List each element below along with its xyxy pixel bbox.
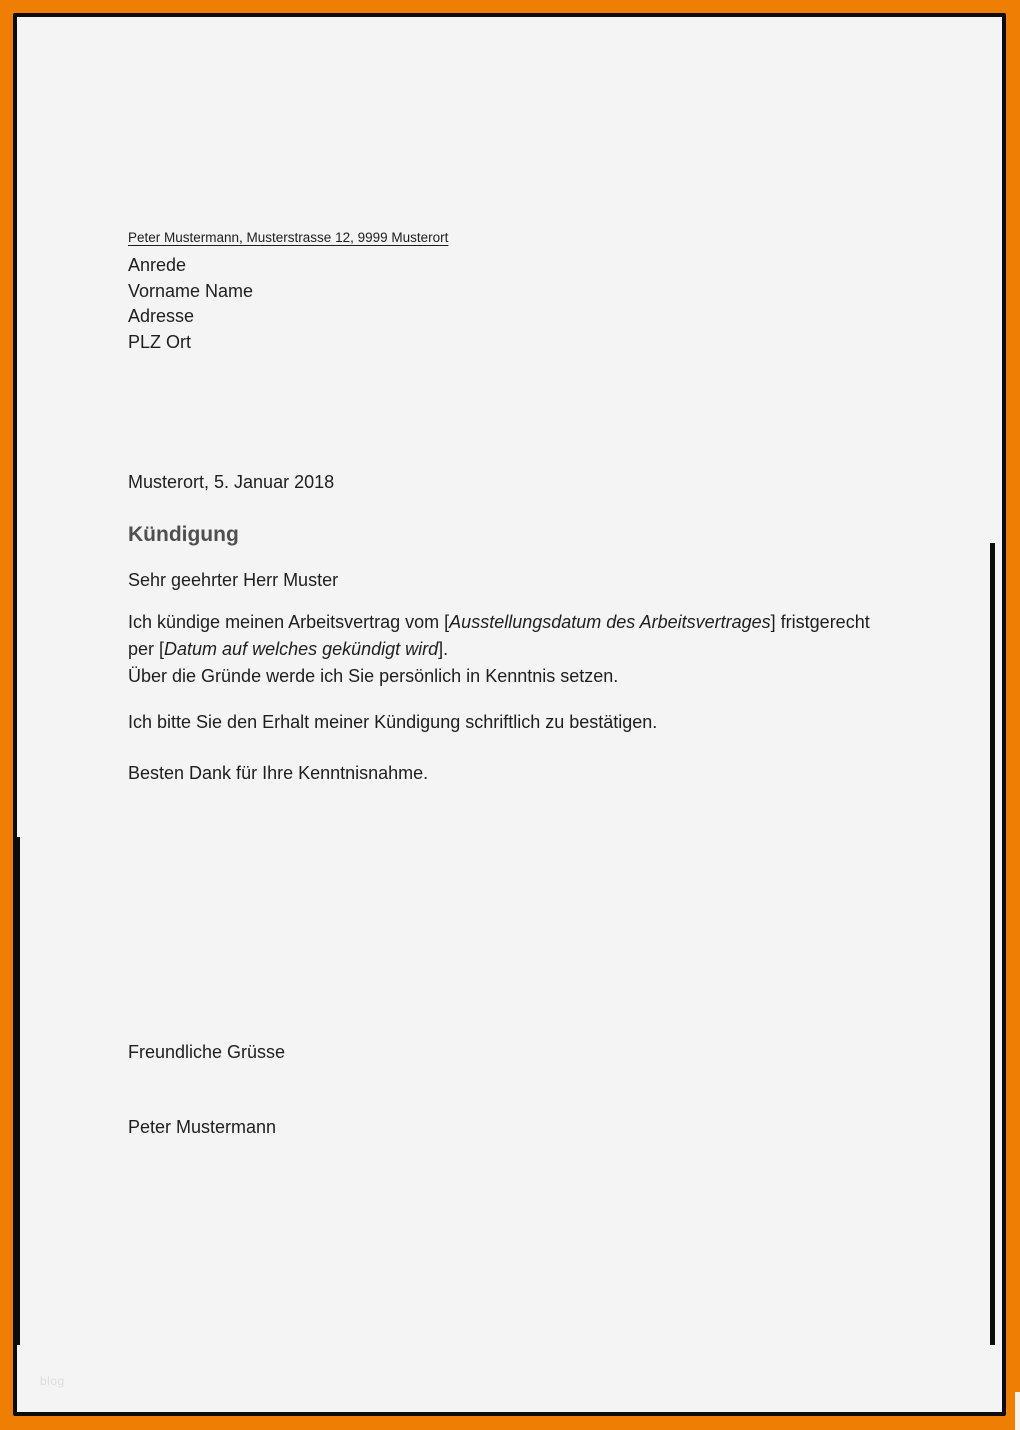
p1-text-1: Ich kündige meinen Arbeitsvertrag vom [	[128, 612, 450, 632]
recipient-name: Vorname Name	[128, 280, 254, 301]
p1-text-2: ] fristgerecht	[770, 612, 870, 632]
recipient-block	[128, 253, 253, 355]
p1-placeholder-notice-date: Datum auf welches gekündigt wird	[164, 639, 439, 659]
watermark-blog: blog	[40, 1374, 65, 1388]
paragraph-thanks: Besten Dank für Ihre Kenntnisnahme.	[128, 763, 429, 783]
date-line: Musterort, 5. Januar 2018	[128, 472, 335, 492]
recipient-salutation: Anrede	[128, 255, 187, 275]
recipient-city: PLZ Ort	[128, 331, 192, 352]
sender-line: Peter Mustermann, Musterstrasse 12, 9999 Musterort	[128, 230, 449, 245]
scan-artifact-corner	[1015, 1392, 1020, 1430]
scan-artifact-right-border	[990, 543, 995, 1345]
salutation: Sehr geehrter Herr Muster	[128, 570, 339, 590]
letter-title: Kündigung	[128, 523, 239, 546]
closing-line: Freundliche Grüsse	[128, 1042, 286, 1062]
p1-text-4: ].	[438, 639, 449, 659]
p1-reasons-line: Über die Gründe werde ich Sie persönlich in Kenntnis setzen.	[128, 666, 619, 686]
scan-artifact-left-border	[17, 837, 20, 1345]
p1-placeholder-contract-date: Ausstellungsdatum des Arbeitsvertrages	[449, 612, 771, 632]
recipient-address: Adresse	[128, 306, 195, 326]
letter-sheet	[13, 13, 1006, 1416]
paragraph-confirmation: Ich bitte Sie den Erhalt meiner Kündigung schriftlich zu bestätigen.	[128, 712, 658, 732]
p1-text-3: per [	[128, 639, 165, 659]
paragraph-termination	[128, 609, 928, 690]
signature-name: Peter Mustermann	[128, 1117, 277, 1137]
